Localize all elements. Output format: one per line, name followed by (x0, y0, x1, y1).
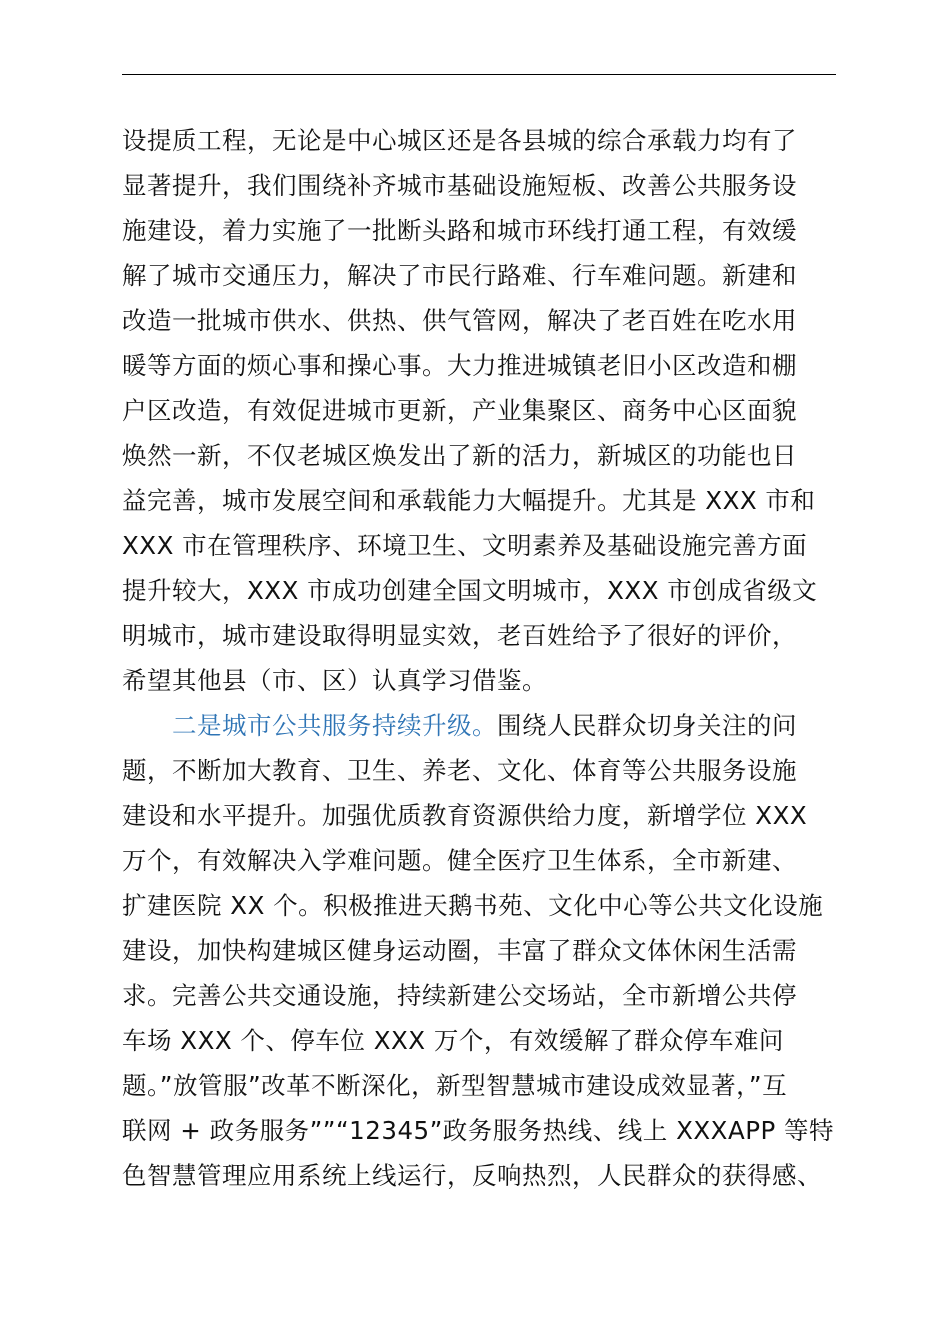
paragraph-1 (122, 118, 842, 703)
text-line: 益完善，城市发展空间和承载能力大幅提升。尤其是 XXX 市和 (122, 486, 816, 515)
text-line: 提升较大，XXX 市成功创建全国文明城市，XXX 市创成省级文 (122, 576, 818, 605)
text-line: 建设和水平提升。加强优质教育资源供给力度，新增学位 XXX (122, 801, 808, 830)
text-line: 色智慧管理应用系统上线运行，反响热烈，人民群众的获得感、 (122, 1161, 822, 1190)
text-line: 焕然一新，不仅老城区焕发出了新的活力，新城区的功能也日 (122, 441, 797, 470)
text-line: 扩建医院 XX 个。积极推进天鹅书苑、文化中心等公共文化设施 (122, 891, 824, 920)
text-line: 解了城市交通压力，解决了市民行路难、行车难问题。新建和 (122, 261, 797, 290)
text-line: 改造一批城市供水、供热、供气管网，解决了老百姓在吃水用 (122, 306, 797, 335)
header-rule (122, 74, 836, 75)
text-line: 显著提升，我们围绕补齐城市基础设施短板、改善公共服务设 (122, 171, 797, 200)
text-line: 设提质工程，无论是中心城区还是各县城的综合承载力均有了 (122, 126, 797, 155)
paragraph-2-first-line (122, 703, 842, 748)
text-line: 求。完善公共交通设施，持续新建公交场站，全市新增公共停 (122, 981, 797, 1010)
text-line: 暖等方面的烦心事和操心事。大力推进城镇老旧小区改造和棚 (122, 351, 797, 380)
text-line: 联网 + 政务服务””“12345”政务服务热线、线上 XXXAPP 等特 (122, 1116, 835, 1145)
text-line: 户区改造，有效促进城市更新，产业集聚区、商务中心区面貌 (122, 396, 797, 425)
text-line: 施建设，着力实施了一批断头路和城市环线打通工程，有效缓 (122, 216, 797, 245)
document-body (122, 118, 842, 1198)
text-line: 万个，有效解决入学难问题。健全医疗卫生体系，全市新建、 (122, 846, 797, 875)
text-line: 题。”放管服”改革不断深化，新型智慧城市建设成效显著，”互 (122, 1071, 788, 1100)
section-heading: 二是城市公共服务持续升级。 (172, 711, 497, 740)
text-line: 明城市，城市建设取得明显实效，老百姓给予了很好的评价， (122, 621, 797, 650)
text-fragment: 围绕人民群众切身关注的问 (497, 711, 797, 740)
text-line: XXX 市在管理秩序、环境卫生、文明素养及基础设施完善方面 (122, 531, 808, 560)
text-line: 建设，加快构建城区健身运动圈，丰富了群众文体休闲生活需 (122, 936, 797, 965)
paragraph-2 (122, 703, 842, 1198)
text-line: 希望其他县（市、区）认真学习借鉴。 (122, 666, 547, 695)
text-line: 题，不断加大教育、卫生、养老、文化、体育等公共服务设施 (122, 756, 797, 785)
text-line: 车场 XXX 个、停车位 XXX 万个，有效缓解了群众停车难问 (122, 1026, 784, 1055)
